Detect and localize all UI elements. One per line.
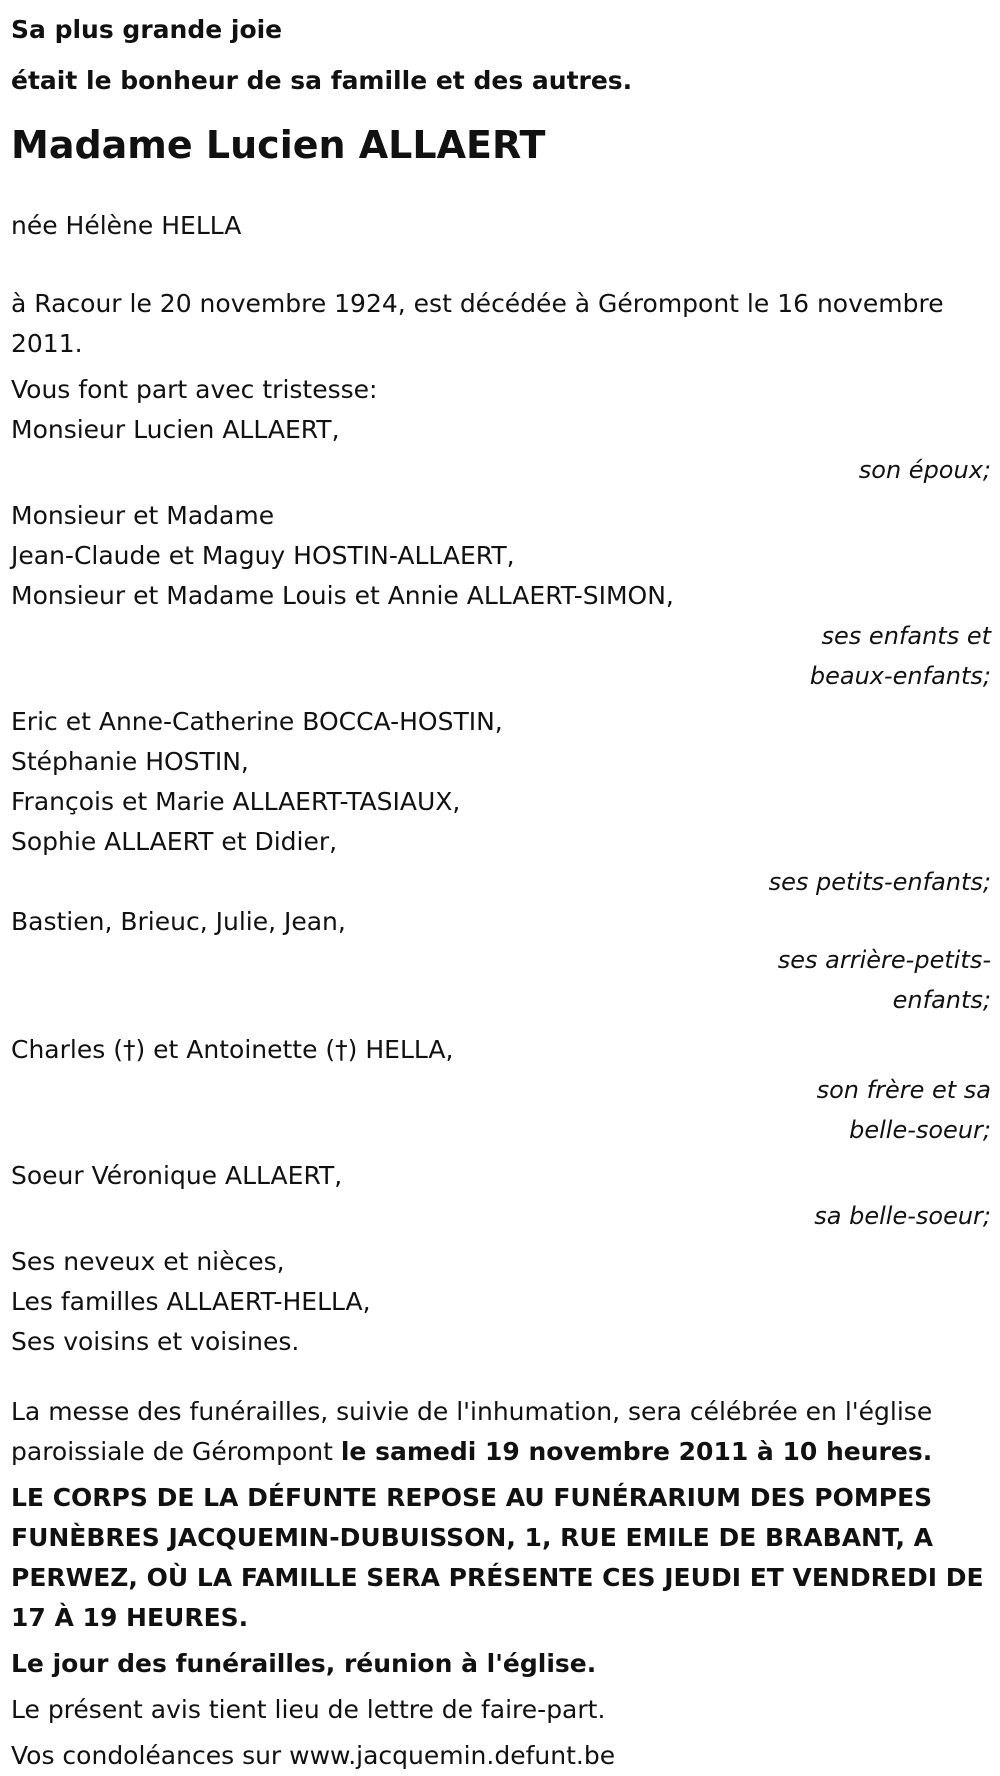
great-grandchildren-group <box>11 902 991 1020</box>
meeting-text: Le jour des funérailles, réunion à l'église. <box>11 1649 597 1678</box>
grandchildren-relation: ses petits-enfants; <box>768 868 991 896</box>
great-grandchildren-names: Bastien, Brieuc, Julie, Jean, <box>11 907 346 936</box>
grandchild-name-4: Sophie ALLAERT et Didier, <box>11 827 338 856</box>
children-name-3: Monsieur et Madame Louis et Annie ALLAERT-SIMON, <box>11 581 674 610</box>
siblings-relation: son frère et sa belle-soeur; <box>816 1076 991 1144</box>
notice-text: Le présent avis tient lieu de lettre de faire-part. <box>11 1695 606 1724</box>
others-line-1: Ses neveux et nièces, <box>11 1247 285 1276</box>
great-grandchildren-relation: ses arrière-petits-enfants; <box>777 946 991 1014</box>
intro-line-1: Sa plus grande joie <box>11 15 283 44</box>
intro-quote <box>11 4 991 106</box>
obituary-notice <box>11 4 991 1776</box>
deceased-name: Madame Lucien ALLAERT <box>11 123 546 167</box>
children-name-1: Monsieur et Madame <box>11 501 275 530</box>
intro-line-2: était le bonheur de sa famille et des autres. <box>11 66 633 95</box>
mass-date: le samedi 19 novembre 2011 à 10 heures. <box>340 1437 933 1466</box>
children-name-2: Jean-Claude et Maguy HOSTIN-ALLAERT, <box>11 541 515 570</box>
grandchild-name-1: Eric et Anne-Catherine BOCCA-HOSTIN, <box>11 707 503 736</box>
grandchild-name-2: Stéphanie HOSTIN, <box>11 747 249 776</box>
others-line-3: Ses voisins et voisines. <box>11 1327 300 1356</box>
spouse-relation: son époux; <box>858 456 991 484</box>
repose-paragraph: LE CORPS DE LA DÉFUNTE REPOSE AU FUNÉRARIUM DES POMPES FUNÈBRES JACQUEMIN-DUBUISSON, 1, RUE EMILE DE BRABANT, A PERWEZ, OÙ LA FAMILLE SERA PRÉSENTE CES JEUDI ET VENDREDI DE 17 À 19 HEURES. <box>11 1483 984 1632</box>
others-line-2: Les familles ALLAERT-HELLA, <box>11 1287 371 1316</box>
siblings-names: Charles (†) et Antoinette (†) HELLA, <box>11 1035 454 1064</box>
sister-in-law-relation: sa belle-soeur; <box>814 1202 991 1230</box>
condolences-text: Vos condoléances sur www.jacquemin.defunt.be <box>11 1741 616 1770</box>
spouse-name: Monsieur Lucien ALLAERT, <box>11 415 340 444</box>
children-relation: ses enfants et beaux-enfants; <box>809 622 991 690</box>
maiden-name: née Hélène HELLA <box>11 211 242 240</box>
announce-text: Vous font part avec tristesse: <box>11 375 378 404</box>
mass-paragraph <box>11 1392 991 1472</box>
sister-in-law-name: Soeur Véronique ALLAERT, <box>11 1161 343 1190</box>
grandchild-name-3: François et Marie ALLAERT-TASIAUX, <box>11 787 461 816</box>
birth-death-text: à Racour le 20 novembre 1924, est décédée à Gérompont le 16 novembre 2011. <box>11 289 944 358</box>
mass-text: La messe des funérailles, suivie de l'inhumation, sera célébrée en l'église paroissiale de Gérompont <box>11 1397 933 1466</box>
